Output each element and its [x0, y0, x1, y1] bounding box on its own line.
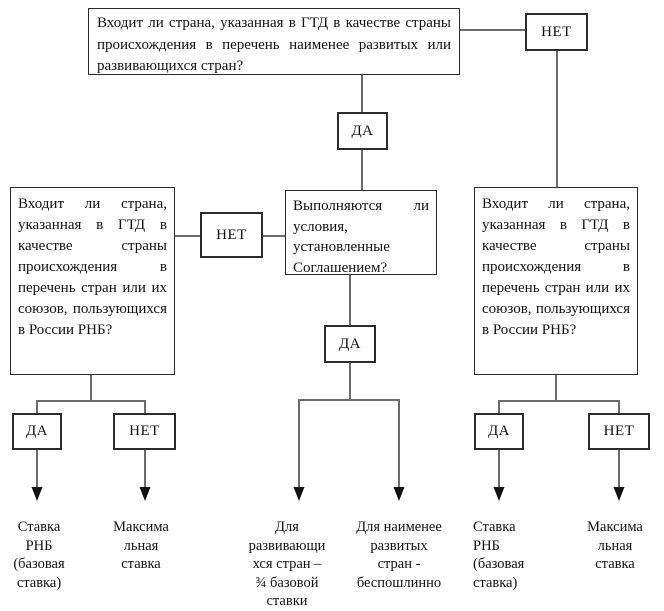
outcome-line: ¾ базовой: [255, 574, 319, 591]
question-top-least-developed-list: Входит ли страна, указанная в ГТД в качестве страны происхождения в перечень наименее развитых или развивающихся стран?: [88, 8, 460, 75]
arrowhead-right-no: [614, 487, 625, 501]
answer-yes-left-branch: ДА: [12, 413, 62, 450]
outcome-line: РНБ: [473, 537, 500, 554]
outcome-line: Для наименее: [356, 519, 442, 535]
outcome-developing-countries-rate: [238, 518, 336, 611]
answer-no-left-branch: НЕТ: [113, 413, 176, 450]
outcome-line: Максима: [113, 519, 169, 535]
arrowhead-left-yes: [32, 487, 43, 501]
outcome-max-rate-right: [577, 518, 653, 574]
outcome-line: развитых: [370, 537, 428, 554]
outcome-line: Максима: [587, 519, 643, 535]
outcome-line: Для: [275, 519, 299, 535]
outcome-line: (базовая: [473, 556, 525, 572]
outcome-line: РНБ: [25, 537, 53, 554]
outcome-line: ставка: [121, 556, 161, 572]
outcome-line: (базовая: [13, 556, 65, 572]
outcome-line: стран -: [377, 556, 421, 572]
answer-no-top-right: НЕТ: [525, 13, 588, 51]
outcome-max-rate-left: [103, 518, 179, 574]
outcome-least-developed-duty-free: [346, 518, 452, 592]
answer-no-left: НЕТ: [200, 212, 263, 258]
arrowhead-left-no: [140, 487, 151, 501]
answer-no-right-branch: НЕТ: [588, 413, 650, 450]
arrowhead-mid-developing: [294, 487, 305, 501]
outcome-line: хся стран –: [252, 556, 322, 572]
outcome-line: ставка: [595, 556, 635, 572]
outcome-mfn-rate-right: [466, 518, 542, 592]
outcome-line: льная: [597, 537, 633, 554]
outcome-line: Ставка: [17, 519, 61, 535]
answer-yes-middle: ДА: [324, 325, 376, 363]
question-left-mfn-list: Входит ли страна, указанная в ГТД в качестве страны происхождения в перечень стран или их союзов, пользующихся в России РНБ?: [10, 187, 175, 375]
outcome-line: ставка): [16, 574, 62, 591]
answer-yes-right-branch: ДА: [474, 413, 524, 450]
outcome-line: беспошлинно: [356, 574, 442, 591]
outcome-line: ставка): [473, 574, 518, 591]
outcome-line: Ставка: [473, 519, 516, 535]
outcome-mfn-rate-left: [1, 518, 77, 592]
arrowhead-mid-least-developed: [394, 487, 405, 501]
outcome-line: ставки: [266, 593, 308, 609]
outcome-line: развивающи: [248, 537, 326, 554]
answer-yes-top: ДА: [337, 112, 388, 150]
outcome-line: льная: [123, 537, 159, 554]
question-right-mfn-list: Входит ли страна, указанная в ГТД в качестве страны происхождения в перечень стран или их союзов, пользующихся в России РНБ?: [474, 187, 638, 375]
arrowhead-right-yes: [494, 487, 505, 501]
question-middle-agreement-conditions: Выполняются ли условия, установленные Соглашением?: [285, 190, 437, 275]
